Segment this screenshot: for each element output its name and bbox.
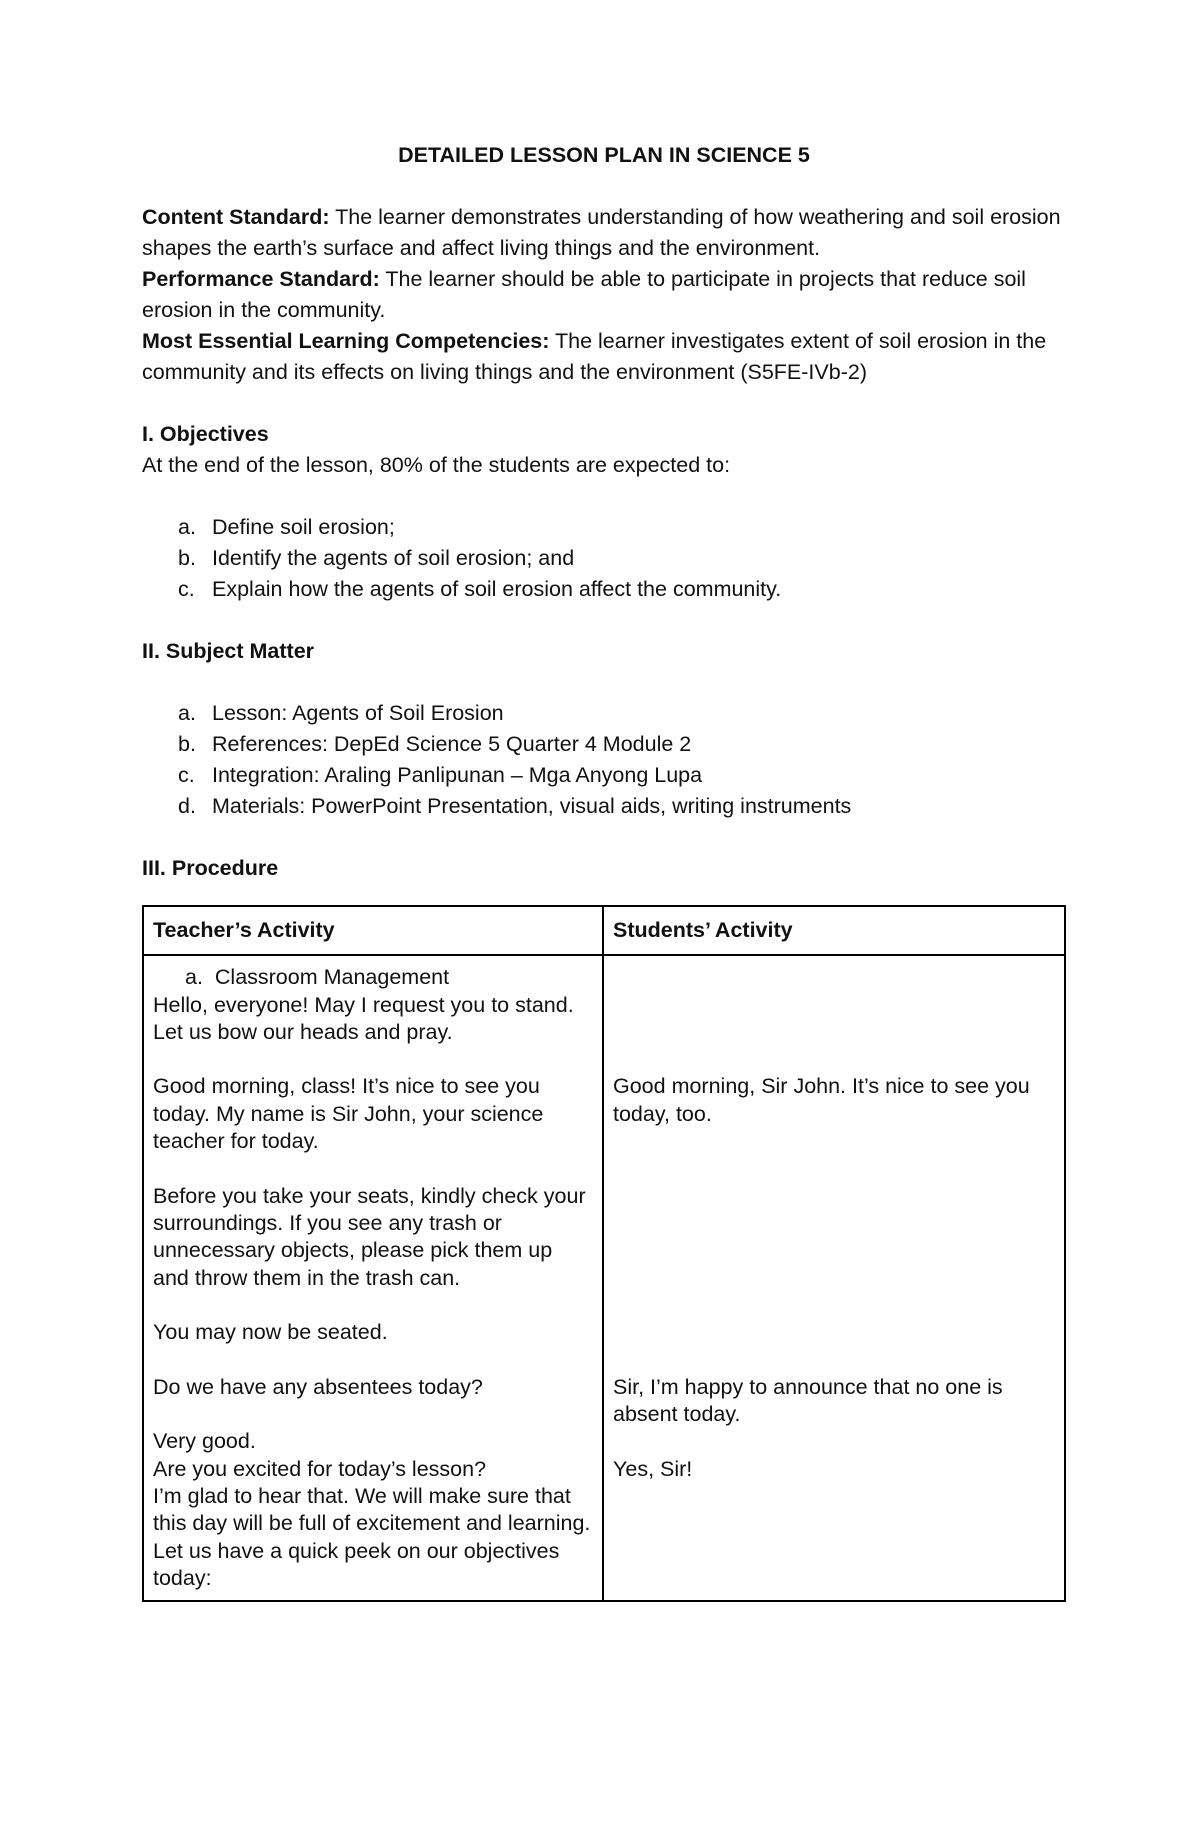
subject-matter-list (142, 698, 1066, 822)
list-marker: a. (178, 515, 196, 539)
list-marker: b. (178, 546, 196, 570)
table-header-row (143, 906, 1065, 955)
procedure-heading: III. Procedure (142, 856, 279, 880)
list-item (142, 543, 1066, 574)
melc-text: The learner investigates extent of soil erosion in the community and its effects on living things and the environment (S5FE-IVb-2) (142, 329, 1047, 384)
list-item-text: Identify the agents of soil erosion; and (212, 546, 575, 570)
teacher-line: You may now be seated. (153, 1320, 388, 1345)
student-line: Sir, I’m happy to announce that no one is absent today. (613, 1374, 1003, 1427)
content-standard-text: The learner demonstrates understanding of how weathering and soil erosion shapes the earth’s surface and affect living things and the environment. (142, 205, 1061, 260)
list-marker: d. (178, 794, 196, 818)
teacher-line: Before you take your seats, kindly check your surroundings. If you see any trash or unnecessary objects, please pick them up and throw them in the trash can. (153, 1183, 586, 1290)
list-marker: c. (178, 577, 195, 601)
document-title: DETAILED LESSON PLAN IN SCIENCE 5 (398, 143, 810, 167)
teacher-activity-header: Teacher’s Activity (143, 906, 603, 955)
teacher-line: Very good. (153, 1429, 256, 1454)
list-item-text: References: DepEd Science 5 Quarter 4 Module 2 (212, 732, 692, 756)
list-item (142, 791, 1066, 822)
list-item (142, 574, 1066, 605)
subject-matter-heading: II. Subject Matter (142, 639, 315, 663)
list-item (142, 760, 1066, 791)
list-item-text: Materials: PowerPoint Presentation, visual aids, writing instruments (212, 794, 852, 818)
list-item-text: Classroom Management (214, 965, 450, 990)
list-item (142, 698, 1066, 729)
teacher-line: Do we have any absentees today? (153, 1374, 483, 1399)
classroom-management-item (153, 964, 593, 991)
procedure-table (142, 905, 1066, 1602)
list-marker: c. (178, 763, 195, 787)
melc (142, 326, 1066, 388)
student-line: Yes, Sir! (613, 1456, 693, 1481)
list-item (142, 512, 1066, 543)
list-marker: b. (178, 732, 196, 756)
teacher-activity-cell (143, 955, 603, 1601)
list-item-text: Define soil erosion; (212, 515, 395, 539)
content-standard (142, 202, 1066, 264)
list-item (142, 729, 1066, 760)
objectives-heading: I. Objectives (142, 422, 269, 446)
list-item-text: Integration: Araling Panlipunan – Mga Anyong Lupa (212, 763, 703, 787)
teacher-line: Good morning, class! It’s nice to see you today. My name is Sir John, your science teacher for today. (153, 1074, 544, 1154)
table-row (143, 955, 1065, 1601)
teacher-line: I’m glad to hear that. We will make sure that this day will be full of excitement and learning. (153, 1483, 591, 1536)
performance-standard (142, 264, 1066, 326)
lesson-plan-page (142, 140, 1066, 1602)
melc-label: Most Essential Learning Competencies: (142, 329, 550, 353)
objectives-list (142, 512, 1066, 605)
list-item-text: Explain how the agents of soil erosion affect the community. (212, 577, 782, 601)
students-activity-cell (603, 955, 1065, 1601)
students-activity-header: Students’ Activity (603, 906, 1065, 955)
objectives-intro: At the end of the lesson, 80% of the students are expected to: (142, 453, 731, 477)
content-standard-label: Content Standard: (142, 205, 330, 229)
performance-standard-label: Performance Standard: (142, 267, 380, 291)
teacher-line: Are you excited for today’s lesson? (153, 1456, 487, 1481)
list-item-text: Lesson: Agents of Soil Erosion (212, 701, 504, 725)
teacher-line: Let us have a quick peek on our objectives today: (153, 1538, 560, 1590)
list-marker: a. (178, 701, 196, 725)
performance-standard-text: The learner should be able to participate in projects that reduce soil erosion in the community. (142, 267, 1026, 322)
student-line: Good morning, Sir John. It’s nice to see you today, too. (613, 1074, 1030, 1126)
teacher-line: Hello, everyone! May I request you to stand. Let us bow our heads and pray. (153, 992, 574, 1044)
list-marker: a. (185, 965, 203, 990)
